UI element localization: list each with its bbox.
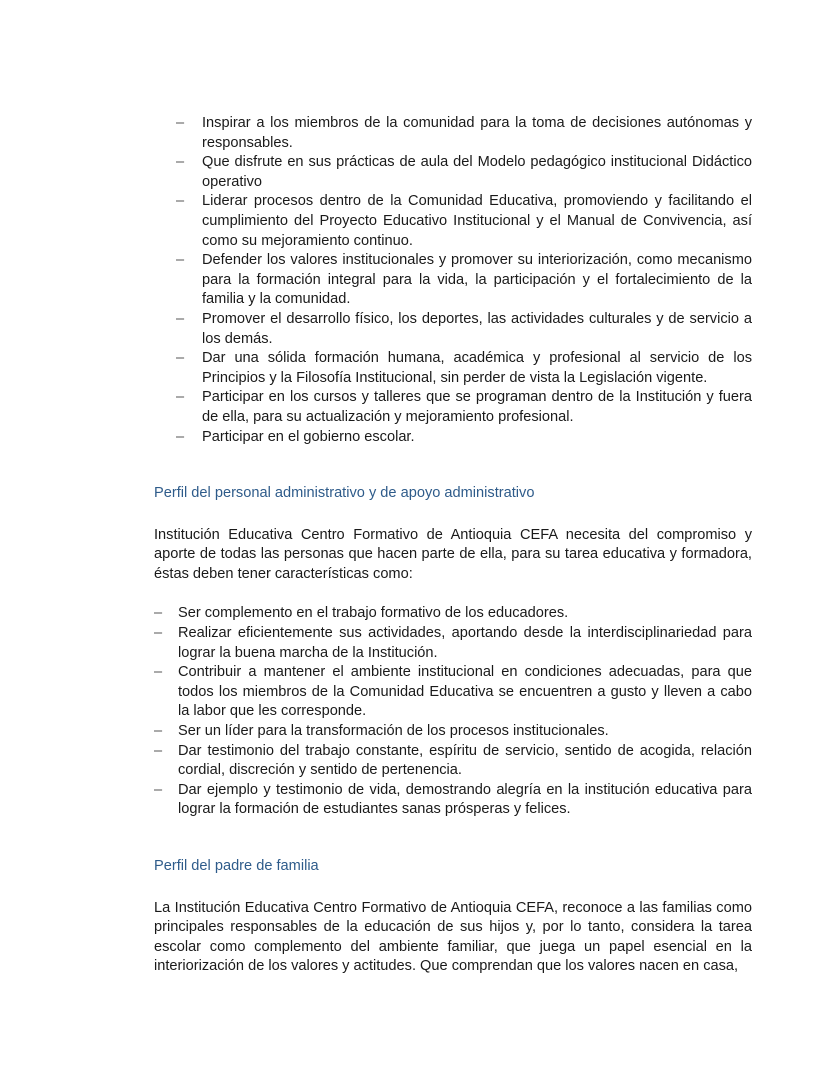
dash-bullet-icon: – bbox=[176, 389, 185, 406]
dash-bullet-icon: – bbox=[154, 742, 163, 759]
spacer bbox=[154, 820, 752, 857]
dash-bullet-icon: – bbox=[176, 350, 185, 367]
dash-bullet-icon: – bbox=[176, 252, 185, 269]
dash-bullet-icon: – bbox=[176, 115, 185, 131]
teacher-profile-list bbox=[154, 114, 752, 447]
list-item-text: Realizar eficientemente sus actividades, aportando desde la interdisciplinariedad para lograr la buena marcha de la Institución. bbox=[178, 625, 752, 661]
list-item bbox=[154, 781, 752, 820]
dash-bullet-icon: – bbox=[176, 310, 185, 327]
dash-bullet-icon: – bbox=[154, 664, 163, 681]
list-item-text: Promover el desarrollo físico, los deportes, las actividades culturales y de servicio a los demás. bbox=[202, 310, 752, 347]
list-item-text: Inspirar a los miembros de la comunidad para la toma de decisiones autónomas y responsables. bbox=[202, 115, 752, 151]
list-item-text: Ser complemento en el trabajo formativo de los educadores. bbox=[178, 605, 569, 622]
list-item-text: Dar ejemplo y testimonio de vida, demostrando alegría en la institución educativa para lograr la formación de estudiantes sanas prósperas y felices. bbox=[178, 781, 752, 818]
list-item bbox=[154, 310, 752, 349]
spacer bbox=[154, 584, 752, 604]
dash-bullet-icon: – bbox=[154, 781, 163, 798]
parent-profile-intro: La Institución Educativa Centro Formativo de Antioquia CEFA, reconoce a las familias como principales responsables de la educación de sus hijos y, por lo tanto, considera la tarea escolar como complemento del ambiente familiar, que juega un papel esencial en la interiorización de los valores y actitudes. Que comprendan que los valores nacen en casa, bbox=[154, 899, 752, 975]
list-item-text: Contribuir a mantener el ambiente institucional en condiciones adecuadas, para que todos los miembros de la Comunidad Educativa se encuentren a gusto y lleven a cabo la labor que les corresponde. bbox=[178, 664, 752, 720]
list-item-text: Ser un líder para la transformación de los procesos institucionales. bbox=[178, 723, 609, 740]
spacer bbox=[154, 877, 752, 899]
dash-bullet-icon: – bbox=[176, 428, 185, 445]
page-content bbox=[154, 114, 752, 977]
list-item bbox=[154, 388, 752, 427]
dash-bullet-icon: – bbox=[176, 193, 185, 210]
list-item bbox=[154, 349, 752, 388]
list-item-text: Participar en los cursos y talleres que se programan dentro de la Institución y fuera de ella, para su actualización y mejoramiento profesional. bbox=[202, 389, 752, 425]
dash-bullet-icon: – bbox=[176, 154, 185, 171]
list-item-text: Participar en el gobierno escolar. bbox=[202, 428, 415, 445]
list-item-text: Dar testimonio del trabajo constante, espíritu de servicio, sentido de acogida, relación cordial, discreción y sentido de pertenencia. bbox=[178, 742, 752, 779]
list-item bbox=[154, 624, 752, 663]
dash-bullet-icon: – bbox=[154, 723, 163, 740]
list-item bbox=[154, 604, 752, 624]
list-item-text: Defender los valores institucionales y promover su interiorización, como mecanismo para la formación integral para la vida, la participación y el fortalecimiento de la familia y la comunidad. bbox=[202, 252, 752, 308]
list-item bbox=[154, 428, 752, 448]
list-item bbox=[154, 153, 752, 192]
spacer bbox=[154, 447, 752, 484]
admin-profile-intro: Institución Educativa Centro Formativo de Antioquia CEFA necesita del compromiso y aporte de todas las personas que hacen parte de ella, para su tarea educativa y formadora, éstas deben tener características como: bbox=[154, 526, 752, 582]
dash-bullet-icon: – bbox=[154, 625, 163, 642]
list-item-text: Liderar procesos dentro de la Comunidad Educativa, promoviendo y facilitando el cumplimiento del Proyecto Educativo Institucional y el Manual de Convivencia, así como su mejoramiento continuo. bbox=[202, 193, 752, 249]
admin-profile-heading: Perfil del personal administrativo y de apoyo administrativo bbox=[154, 485, 535, 502]
spacer bbox=[154, 504, 752, 526]
dash-bullet-icon: – bbox=[154, 605, 163, 622]
list-item bbox=[154, 663, 752, 722]
parent-profile-heading: Perfil del padre de familia bbox=[154, 858, 319, 874]
admin-profile-list bbox=[154, 604, 752, 820]
list-item bbox=[154, 192, 752, 251]
list-item bbox=[154, 742, 752, 781]
list-item bbox=[154, 251, 752, 310]
list-item-text: Que disfrute en sus prácticas de aula del Modelo pedagógico institucional Didáctico operativo bbox=[202, 154, 752, 190]
list-item-text: Dar una sólida formación humana, académica y profesional al servicio de los Principios y la Filosofía Institucional, sin perder de vista la Legislación vigente. bbox=[202, 350, 752, 386]
list-item bbox=[154, 722, 752, 742]
list-item bbox=[154, 114, 752, 153]
